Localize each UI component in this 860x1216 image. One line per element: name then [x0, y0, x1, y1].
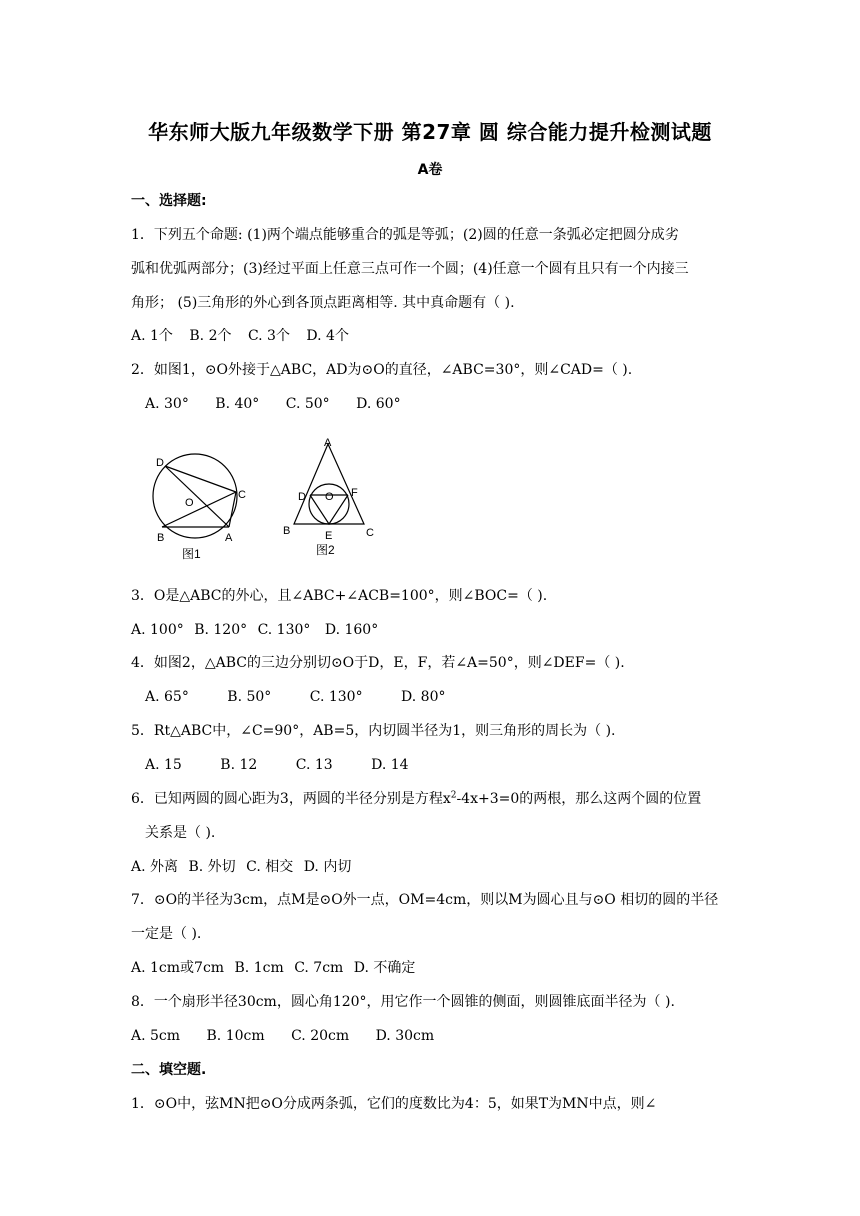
q4-option-c: C. 130° — [309, 689, 363, 705]
q8-line1: 8．一个扇形半径30cm，圆心角120°，用它作一个圆锥的侧面，则圆锥底面半径为（ ). — [131, 994, 675, 1010]
q6-options — [131, 858, 351, 876]
fig1-caption: 图1 — [182, 547, 201, 561]
fig2-label-a: A — [324, 437, 332, 449]
q1-line1: 1．下列五个命题: (1)两个端点能够重合的弧是等弧；(2)圆的任意一条弧必定把圆分成劣 — [131, 227, 679, 243]
q5-option-c: C. 13 — [295, 757, 333, 773]
q2-option-a: A. 30° — [145, 396, 189, 412]
q7-option-b: B. 1cm — [234, 960, 284, 976]
q6-option-c: C. 相交 — [246, 859, 294, 875]
fig1-label-b: B — [157, 532, 165, 544]
q1-option-b: B. 2个 — [189, 328, 232, 344]
q6-option-b: B. 外切 — [188, 859, 236, 875]
figure-1 — [153, 454, 237, 538]
q6-exponent: 2 — [450, 790, 457, 801]
q7-option-d: D. 不确定 — [353, 960, 416, 976]
q1-option-c: C. 3个 — [247, 328, 290, 344]
q4-option-b: B. 50° — [227, 689, 272, 705]
q5-option-b: B. 12 — [220, 757, 258, 773]
q3-line1: 3．O是△ABC的外心，且∠ABC+∠ACB=100°，则∠BOC=（ ). — [131, 588, 548, 604]
q1-options — [131, 327, 349, 345]
q7-line1: 7．⊙O的半径为3cm，点M是⊙O外一点，OM=4cm，则以M为圆心且与⊙O 相切的圆的半径 — [131, 892, 719, 908]
figures — [140, 430, 400, 570]
q2-option-c: C. 50° — [285, 396, 330, 412]
fig2-incircle — [309, 484, 349, 524]
q5-line1: 5．Rt△ABC中，∠C=90°，AB=5，内切圆半径为1，则三角形的周长为（ ). — [131, 723, 616, 739]
q4-line1: 4．如图2，△ABC的三边分别切⊙O于D，E，F，若∠A=50°，则∠DEF=（ ). — [131, 655, 625, 671]
q7-option-a: A. 1cm或7cm — [131, 960, 225, 976]
fig1-label-d: D — [156, 457, 164, 469]
fig1-label-o: O — [185, 497, 194, 509]
q6-option-d: D. 内切 — [303, 859, 352, 875]
fig2-label-e: E — [325, 530, 333, 542]
fig1-chord-bc — [162, 492, 236, 527]
q7-options — [131, 959, 415, 977]
page-subtitle: A卷 — [417, 162, 443, 178]
q1-line2: 弧和优弧两部分；(3)经过平面上任意三点可作一个圆；(4)任意一个圆有且只有一个内接三 — [131, 261, 689, 277]
q8-option-a: A. 5cm — [131, 1028, 181, 1044]
q6-line1-part1: 6．已知两圆的圆心距为3，两圆的半径分别是方程x — [131, 791, 451, 807]
q8-options — [131, 1027, 434, 1045]
q4-option-a: A. 65° — [145, 689, 189, 705]
fig2-label-b: B — [283, 525, 291, 537]
fig1-chord-dc — [165, 466, 236, 492]
q2-line1: 2．如图1，⊙O外接于△ABC，AD为⊙O的直径，∠ABC=30°，则∠CAD=（ ). — [131, 362, 633, 378]
q3-options — [131, 621, 378, 639]
q8-option-b: B. 10cm — [206, 1028, 265, 1044]
q2-options — [145, 395, 401, 413]
fig1-diameter-ad — [165, 466, 229, 527]
q6-line1 — [131, 790, 701, 808]
page-title: 华东师大版九年级数学下册 第27章 圆 综合能力提升检测试题 — [148, 120, 712, 144]
q3-option-c: C. 130° — [257, 622, 311, 638]
q1-option-a: A. 1个 — [131, 328, 173, 344]
fig2-label-f: F — [351, 487, 358, 499]
q6-line1-part2: -4x+3=0的两根，那么这两个圆的位置 — [456, 791, 702, 807]
q3-option-d: D. 160° — [324, 622, 379, 638]
fig2-label-c: C — [366, 527, 374, 539]
q7-line2: 一定是（ ). — [131, 926, 202, 942]
figure-2 — [294, 444, 364, 524]
q8-option-d: D. 30cm — [375, 1028, 435, 1044]
q5-option-a: A. 15 — [145, 757, 182, 773]
q1-option-d: D. 4个 — [306, 328, 349, 344]
q7-option-c: C. 7cm — [294, 960, 344, 976]
q3-option-b: B. 120° — [194, 622, 248, 638]
q6-line2: 关系是（ ). — [145, 825, 216, 841]
section-heading-fill: 二、填空题. — [131, 1062, 207, 1078]
fig2-label-d: D — [298, 491, 306, 503]
fig2-caption: 图2 — [316, 543, 335, 557]
q4-option-d: D. 80° — [401, 689, 446, 705]
fig2-label-o: O — [325, 491, 334, 503]
q5-options — [145, 756, 409, 774]
q1-line3: 角形； (5)三角形的外心到各顶点距离相等. 其中真命题有（ ). — [131, 295, 515, 311]
q4-options — [145, 688, 446, 706]
q2-option-b: B. 40° — [215, 396, 260, 412]
q2-option-d: D. 60° — [356, 396, 401, 412]
q8-option-c: C. 20cm — [291, 1028, 350, 1044]
q3-option-a: A. 100° — [131, 622, 184, 638]
f1-line1: 1．⊙O中，弦MN把⊙O分成两条弧，它们的度数比为4：5，如果T为MN中点，则∠ — [131, 1096, 657, 1112]
section-heading-choice: 一、选择题: — [131, 193, 207, 209]
fig1-label-a: A — [225, 532, 233, 544]
q6-option-a: A. 外离 — [131, 859, 179, 875]
q5-option-d: D. 14 — [371, 757, 409, 773]
fig1-label-c: C — [238, 489, 246, 501]
